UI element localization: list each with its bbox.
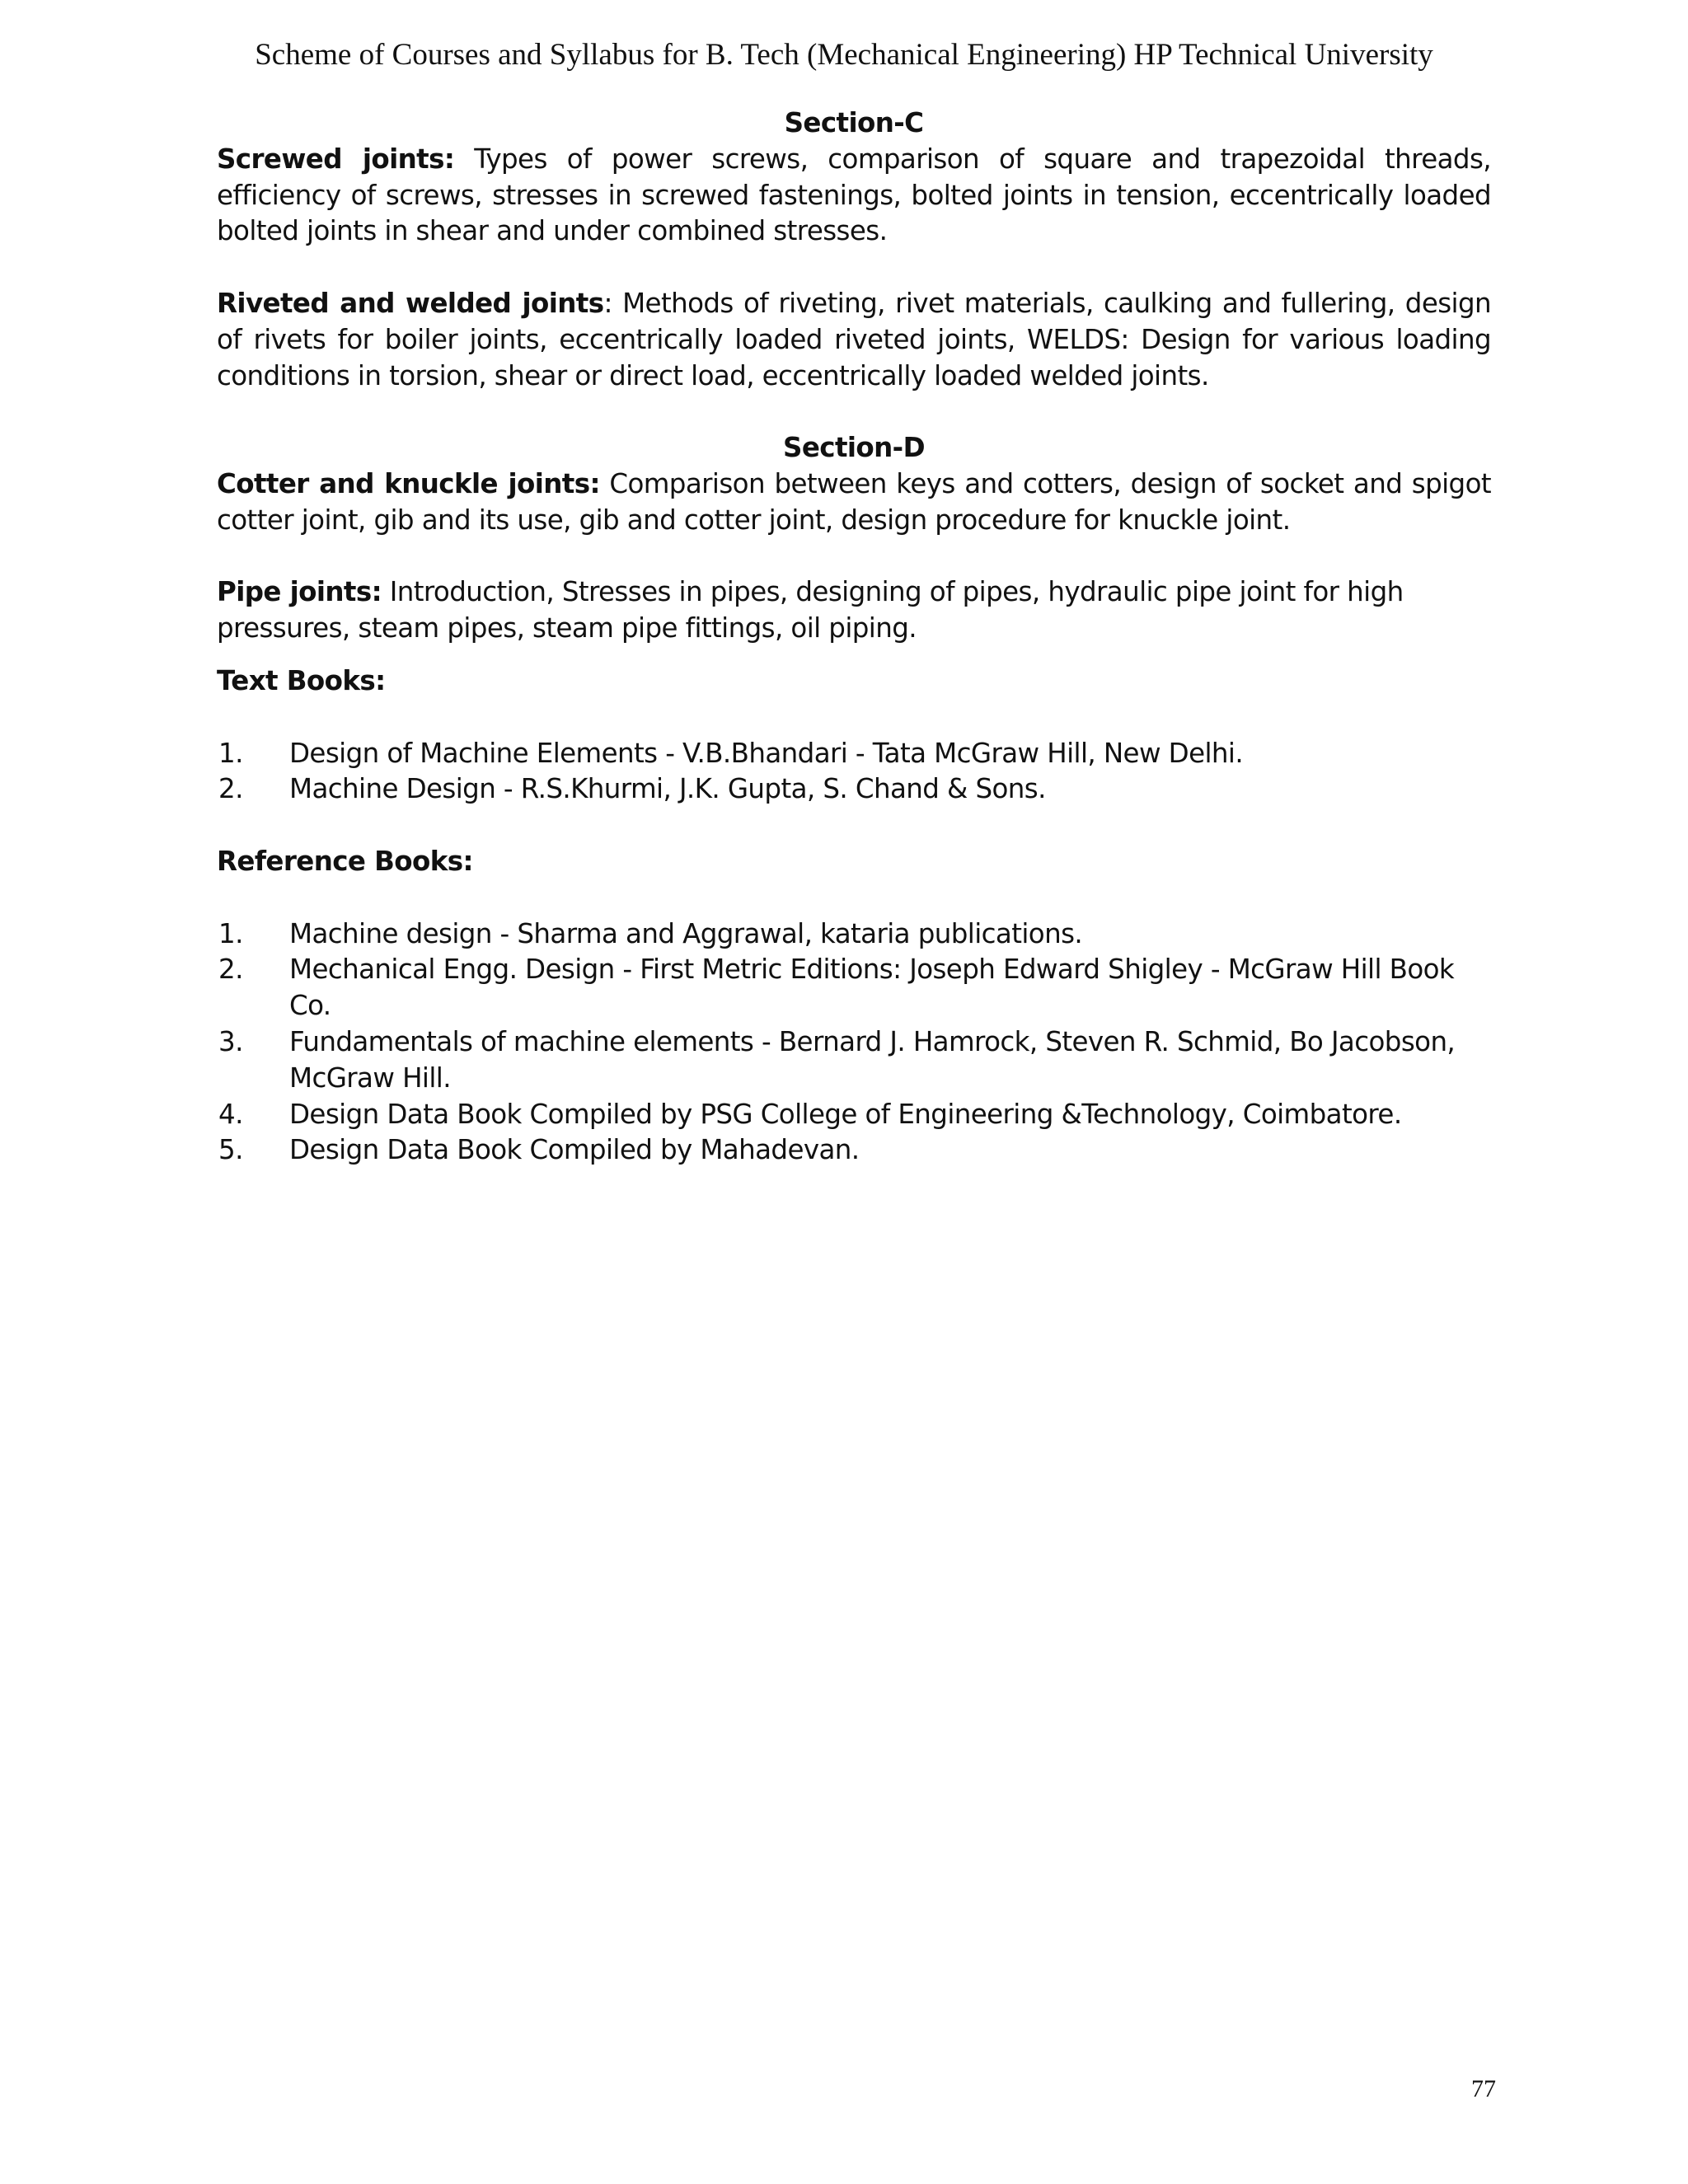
list-item-text: Machine design - Sharma and Aggrawal, kataria publications. <box>289 917 1083 949</box>
list-item <box>217 736 1491 772</box>
reference-books-heading: Reference Books: <box>217 845 473 877</box>
page-header: Scheme of Courses and Syllabus for B. Tech (Mechanical Engineering) HP Technical University <box>255 38 1433 72</box>
list-item <box>217 1024 1491 1097</box>
riveted-joints-label: Riveted and welded joints <box>217 287 604 319</box>
list-item-text: Design of Machine Elements - V.B.Bhandari - Tata McGraw Hill, New Delhi. <box>289 737 1244 769</box>
list-item-number: 1. <box>218 917 243 949</box>
list-item <box>217 771 1491 808</box>
list-item-number: 2. <box>218 773 243 805</box>
list-item-number: 2. <box>218 954 243 986</box>
pipe-joints-paragraph <box>217 574 1491 647</box>
text-books-list <box>217 736 1491 808</box>
list-item-text: Mechanical Engg. Design - First Metric Editions: Joseph Edward Shigley - McGraw Hill Book Co. <box>289 954 1455 1022</box>
text-books-heading: Text Books: <box>217 664 386 696</box>
cotter-joints-label: Cotter and knuckle joints: <box>217 467 600 499</box>
pipe-joints-text: Introduction, Stresses in pipes, designing of pipes, hydraulic pipe joint for high pressures, steam pipes, steam pipe fittings, oil piping. <box>217 576 1404 644</box>
screwed-joints-paragraph <box>217 142 1491 250</box>
section-c-heading: Section-C <box>784 107 924 138</box>
list-item <box>217 916 1491 953</box>
list-item-number: 4. <box>218 1098 243 1130</box>
cotter-joints-text: Comparison between keys and cotters, design of socket and spigot cotter joint, gib and its use, gib and cotter joint, design procedure for knuckle joint. <box>217 467 1491 536</box>
list-item-text: Design Data Book Compiled by Mahadevan. <box>289 1134 860 1166</box>
list-item-text: Design Data Book Compiled by PSG College of Engineering &Technology, Coimbatore. <box>289 1098 1402 1130</box>
screwed-joints-label: Screwed joints: <box>217 143 455 175</box>
section-d-heading: Section-D <box>783 432 925 464</box>
list-item-text: Fundamentals of machine elements - Bernard J. Hamrock, Steven R. Schmid, Bo Jacobson, McGraw Hill. <box>289 1025 1456 1094</box>
list-item-number: 1. <box>218 737 243 769</box>
list-item-number: 3. <box>218 1025 243 1057</box>
list-item <box>217 952 1491 1024</box>
list-item <box>217 1097 1491 1133</box>
reference-books-list <box>217 916 1491 1169</box>
page-number: 77 <box>1471 2075 1496 2102</box>
riveted-joints-paragraph <box>217 286 1491 394</box>
screwed-joints-text: Types of power screws, comparison of square and trapezoidal threads, efficiency of screws, stresses in screwed fastenings, bolted joints in tension, eccentrically loaded bolted joints in shear and under combined stresses. <box>217 143 1492 247</box>
pipe-joints-label: Pipe joints: <box>217 576 382 608</box>
list-item <box>217 1132 1491 1169</box>
list-item-text: Machine Design - R.S.Khurmi, J.K. Gupta, S. Chand & Sons. <box>289 773 1046 805</box>
syllabus-content <box>217 105 1491 1169</box>
cotter-joints-paragraph <box>217 466 1491 539</box>
riveted-joints-text: : Methods of riveting, rivet materials, caulking and fullering, design of rivets for boiler joints, eccentrically loaded riveted joints, WELDS: Design for various loading conditions in torsion, shear or direct load, eccentrically loaded welded joints. <box>217 287 1492 391</box>
list-item-number: 5. <box>218 1134 243 1166</box>
